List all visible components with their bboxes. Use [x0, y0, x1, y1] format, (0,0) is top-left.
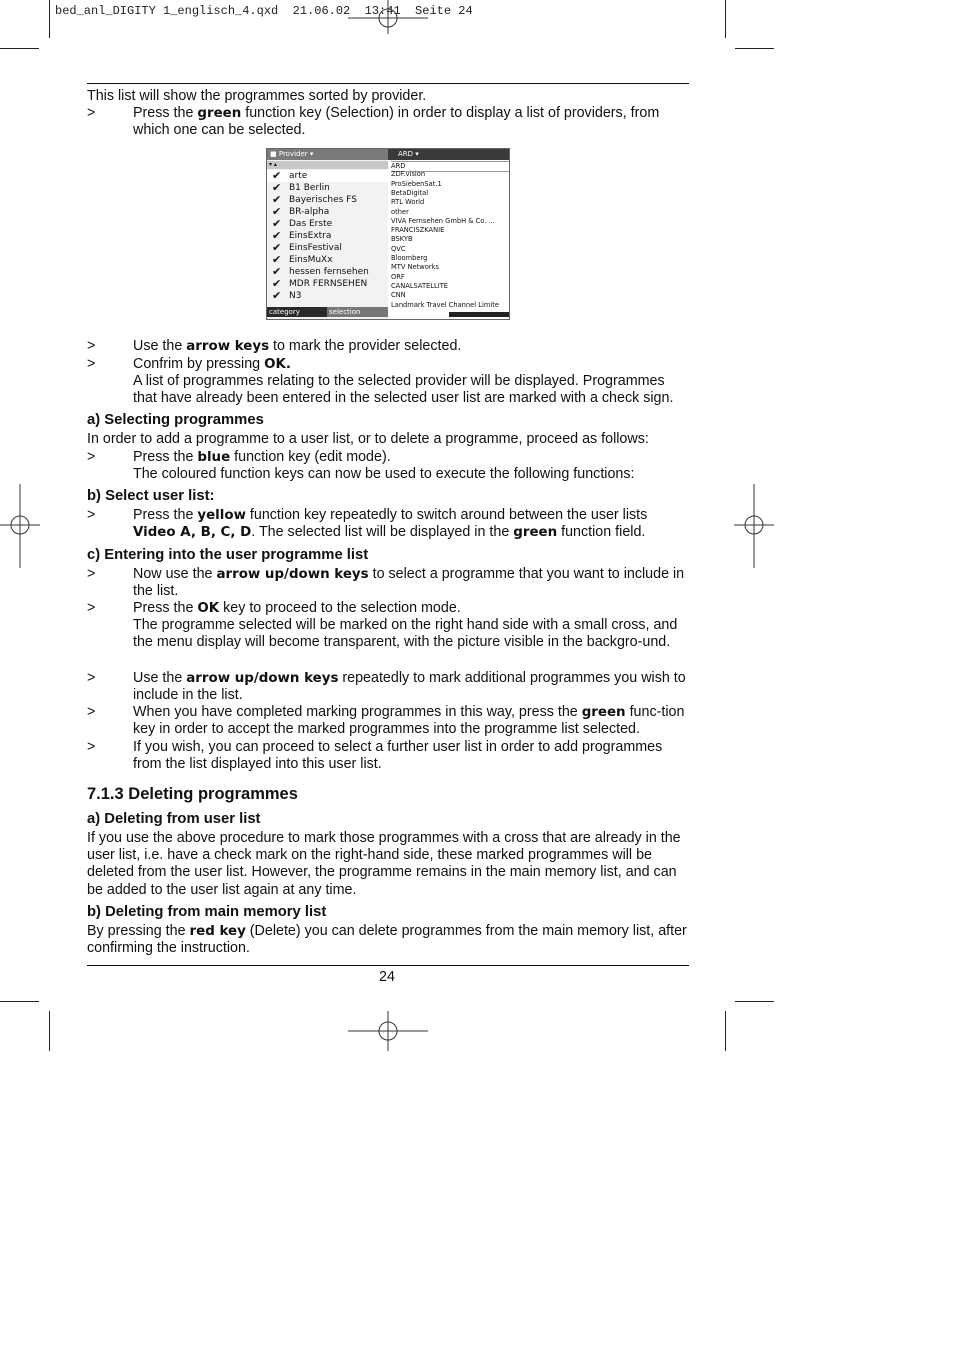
heading-selecting-programmes: a) Selecting programmes: [87, 412, 264, 428]
registration-mark-icon: [348, 1011, 428, 1051]
step-text: Press the OK key to proceed to the selection mode. The programme selected will be marked on the right hand side with a small cross, and the menu display will become transparent, with the picture visible in the backgro-und.: [133, 600, 678, 651]
provider-list-item: QVC: [391, 244, 406, 253]
provider-header: ■ Provider ▾: [267, 149, 388, 160]
provider-item: [267, 194, 388, 206]
crop-mark: [49, 0, 50, 38]
provider-list-item: MTV Networks: [391, 263, 439, 272]
crop-mark: [725, 0, 726, 38]
provider-list-item: ORF: [391, 272, 405, 281]
provider-list-item: ARD: [391, 161, 509, 172]
provider-list-item: BetaDigital: [391, 188, 429, 197]
bottom-rule: [87, 965, 689, 966]
registration-mark-icon: [734, 484, 774, 568]
provider-name: N3: [289, 291, 302, 301]
checkmark-icon: ✔: [272, 169, 282, 182]
top-rule: [87, 83, 689, 84]
step-text: Confrim by pressing OK. A list of programmes relating to the selected provider will be displayed. Programmes that have already been entered in the selected user list are marked with a check sign.: [133, 356, 674, 407]
ard-header: ARD ▾: [388, 149, 509, 160]
provider-item: [267, 254, 388, 266]
intro-text: This list will show the programmes sorted by provider.: [87, 88, 427, 104]
crop-mark: [725, 1011, 726, 1051]
step-text: Use the arrow keys to mark the provider selected.: [133, 338, 462, 354]
provider-list-item: VIVA Fernsehen GmbH & Co. ...: [391, 216, 495, 225]
bullet-mark: >: [87, 105, 96, 121]
checkmark-icon: ✔: [272, 241, 282, 254]
provider-menu-screenshot: [266, 148, 510, 320]
heading-deleting-main-memory: b) Deleting from main memory list: [87, 904, 327, 920]
step-text: Now use the arrow up/down keys to select a programme that you want to include in the list.: [133, 566, 685, 600]
provider-list-item: Landmark Travel Channel Limite: [391, 300, 499, 309]
provider-list-item: BSKYB: [391, 235, 413, 244]
checkmark-icon: ✔: [272, 277, 282, 290]
checkmark-icon: ✔: [272, 229, 282, 242]
step-text: Use the arrow up/down keys repeatedly to mark additional programmes you wish to include in the list.: [133, 670, 686, 704]
provider-name: arte: [289, 171, 308, 181]
checkmark-icon: ✔: [272, 253, 282, 266]
footer-dark-bar: [449, 312, 509, 317]
provider-item: [267, 182, 388, 194]
page-number: 24: [379, 969, 395, 985]
provider-list-item: FRANCISZKANIE: [391, 226, 445, 235]
selection-footer: selection: [327, 307, 388, 317]
provider-name: EinsExtra: [289, 231, 332, 241]
bullet-mark: >: [87, 600, 96, 616]
provider-item: [267, 230, 388, 242]
heading-select-user-list: b) Select user list:: [87, 488, 215, 504]
registration-mark-icon: [0, 484, 40, 568]
checkmark-icon: ✔: [272, 205, 282, 218]
section-heading-deleting: 7.1.3 Deleting programmes: [87, 785, 298, 803]
sort-arrows-icon: ▾ ▴: [267, 161, 388, 169]
checkmark-icon: ✔: [272, 217, 282, 230]
step-text: If you wish, you can proceed to select a further user list in order to add programmes from the list displayed into this user list.: [133, 739, 663, 773]
provider-name: EinsFestival: [289, 243, 342, 253]
provider-item: [267, 170, 388, 182]
step-text: Press the yellow function key repeatedly to switch around between the user lists Video A, B, C, D. The selected list will be displayed in the green function field.: [133, 507, 648, 541]
checkmark-icon: ✔: [272, 193, 282, 206]
bullet-mark: >: [87, 507, 96, 523]
print-slug: bed_anl_DIGITY 1_englisch_4.qxd 21.06.02 13:41 Seite 24: [55, 4, 473, 18]
crop-mark: [735, 1001, 774, 1002]
deleting-user-list-text: If you use the above procedure to mark those programmes with a cross that are already in the user list, i.e. have a check mark on the right-hand side, these marked programmes will be deleted from the user list. However, the programme remains in the main memory list, and can be added to the user list again at any time.: [87, 830, 681, 898]
provider-item: [267, 278, 388, 290]
crop-mark: [735, 48, 774, 49]
registration-mark-icon: [348, 0, 428, 34]
category-footer: category: [267, 307, 327, 317]
provider-list-item: CANALSATELLITE: [391, 281, 449, 290]
provider-item: [267, 242, 388, 254]
provider-left-column: [267, 149, 388, 319]
checkmark-icon: ✔: [272, 265, 282, 278]
checkmark-icon: ✔: [272, 289, 282, 302]
provider-item: [267, 290, 388, 302]
bullet-mark: >: [87, 704, 96, 720]
provider-name: hessen fernsehen: [289, 267, 369, 277]
bullet-mark: >: [87, 356, 96, 372]
provider-name: BR-alpha: [289, 207, 330, 217]
heading-entering-user-list: c) Entering into the user programme list: [87, 547, 369, 563]
provider-item: [267, 266, 388, 278]
selecting-intro: In order to add a programme to a user list, or to delete a programme, proceed as follows:: [87, 431, 649, 447]
step-text: Press the green function key (Selection) in order to display a list of providers, from which one can be selected.: [133, 105, 660, 139]
provider-name: EinsMuXx: [289, 255, 333, 265]
provider-list-item: RTL World: [391, 198, 425, 207]
bullet-mark: >: [87, 338, 96, 354]
bullet-mark: >: [87, 566, 96, 582]
bullet-mark: >: [87, 670, 96, 686]
crop-mark: [49, 1011, 50, 1051]
provider-name: Bayerisches FS: [289, 195, 357, 205]
provider-name: MDR FERNSEHEN: [289, 279, 368, 289]
step-text: Press the blue function key (edit mode). The coloured function keys can now be used to execute the following functions:: [133, 449, 635, 483]
provider-list-item: Bloomberg: [391, 254, 428, 262]
provider-item: [267, 206, 388, 218]
crop-mark: [0, 1001, 39, 1002]
provider-list-item: ProSiebenSat.1: [391, 179, 442, 188]
step-text: When you have completed marking programmes in this way, press the green func-tion key in order to accept the marked programmes into the programme list selected.: [133, 704, 685, 738]
provider-list-item: other: [391, 207, 409, 216]
provider-name: Das Erste: [289, 219, 333, 229]
provider-item: [267, 218, 388, 230]
provider-list-item: CNN: [391, 291, 406, 300]
provider-right-column: [388, 149, 509, 319]
bullet-mark: >: [87, 739, 96, 755]
bullet-mark: >: [87, 449, 96, 465]
provider-list-item: ZDF.vision: [391, 170, 426, 179]
heading-deleting-user-list: a) Deleting from user list: [87, 811, 261, 827]
provider-name: B1 Berlin: [289, 183, 330, 193]
checkmark-icon: ✔: [272, 181, 282, 194]
deleting-main-memory-text: By pressing the red key (Delete) you can delete programmes from the main memory list, after confirming the instruction.: [87, 923, 687, 957]
crop-mark: [0, 48, 39, 49]
